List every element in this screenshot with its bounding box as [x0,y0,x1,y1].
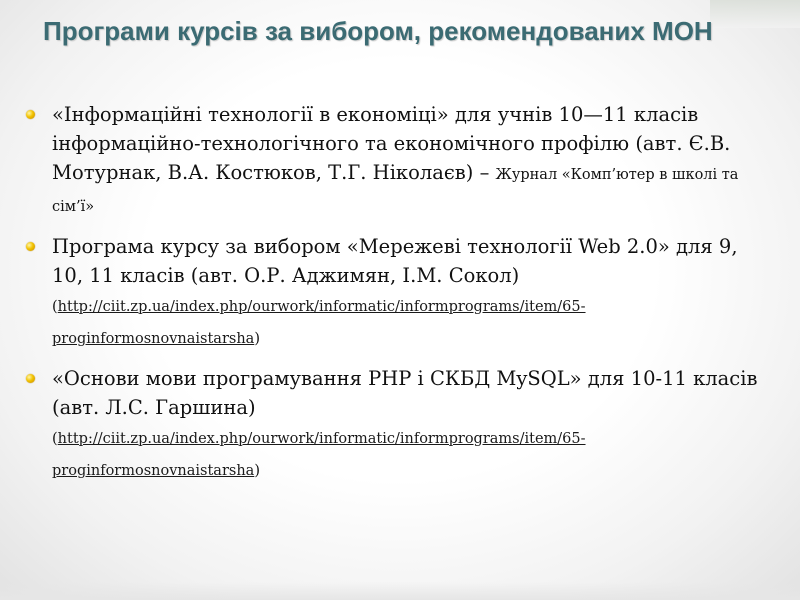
paren-close: ) [254,463,260,479]
list-item [22,364,762,486]
list-item [22,100,762,222]
program-link[interactable]: http://ciit.zp.ua/index.php/ourwork/informatic/informprograms/item/65-proginformosnovnaistarsha [52,431,586,479]
program-link[interactable]: http://ciit.zp.ua/index.php/ourwork/informatic/informprograms/item/65-proginformosnovnaistarsha [52,299,586,347]
bullet-icon [26,374,35,383]
paren-close: ) [254,331,260,347]
slide-title: Програми курсів за вибором, рекомендованих МОН [43,16,713,46]
list-item [22,232,762,354]
item-text: «Інформаційні технології в економіці» для учнів 10—11 класів інформаційно-технологічного та економічного профілю (авт. Є.В. Мотурнак, В.А. Костюков, Т.Г. Ніколаєв) – [52,103,731,184]
bullet-icon [26,110,35,119]
item-text: «Основи мови програмування PHP і СКБД MySQL» для 10-11 класів (авт. Л.С. Гаршина) [52,367,758,419]
bottom-shade [0,582,800,600]
bullet-icon [26,242,35,251]
paren-open: ( [52,299,58,315]
item-note: Журнал «Комп’ютер в школі та сім’ї» [52,167,739,215]
item-text: Програма курсу за вибором «Мережеві технології Web 2.0» для 9, 10, 11 класів (авт. О.Р. Аджимян, І.М. Сокол) [52,235,738,287]
paren-open: ( [52,431,58,447]
bullet-list [22,100,762,496]
